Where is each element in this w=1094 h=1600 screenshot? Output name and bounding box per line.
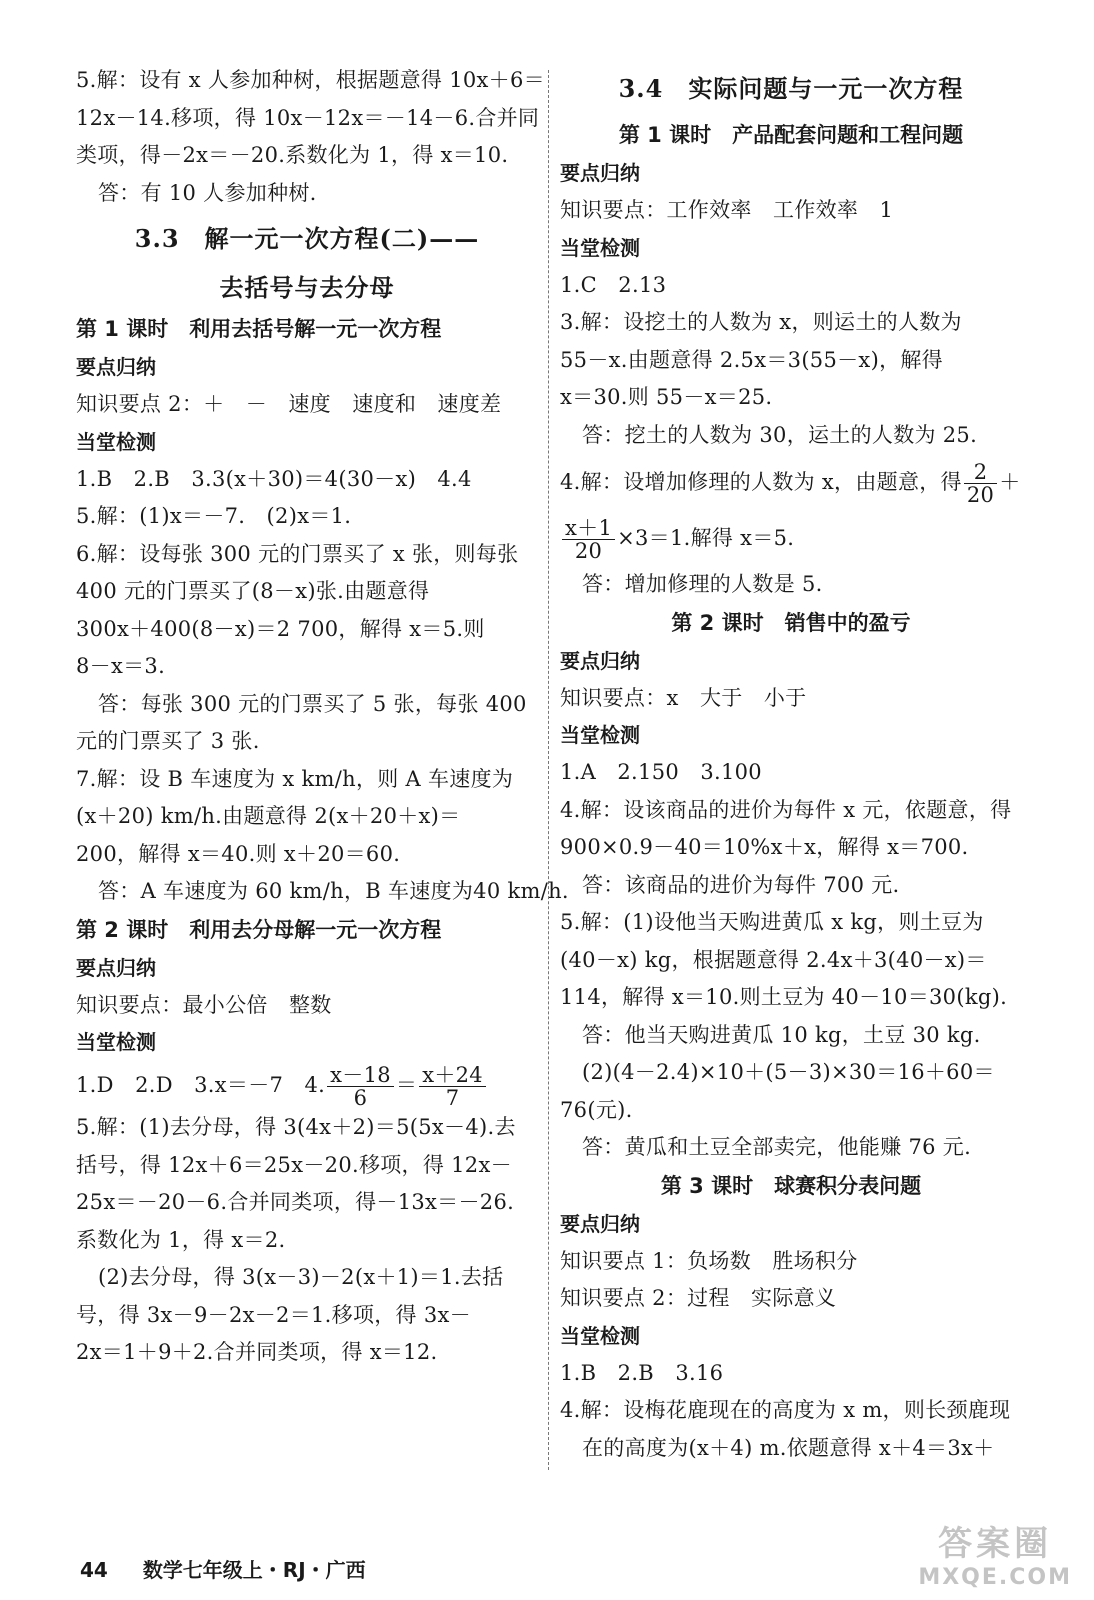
fraction	[327, 1064, 394, 1109]
answer-line: 1.B 2.B 3.16	[560, 1360, 724, 1385]
answer-line: 答：增加修理的人数是 5.	[582, 572, 823, 596]
answer-line-fraction	[76, 1061, 538, 1109]
answer-line: 114，解得 x＝10.则土豆为 40－10＝30(kg).	[560, 985, 1008, 1009]
check-heading: 当堂检测	[76, 429, 156, 454]
answer-line: 答：每张 300 元的门票买了 5 张，每张 400	[98, 691, 527, 716]
fraction-numerator: 2	[964, 461, 997, 484]
answer-line: 系数化为 1，得 x＝2.	[76, 1227, 286, 1252]
answer-line: 括号，得 12x＋6＝25x－20.移项，得 12x－	[76, 1152, 512, 1177]
answer-line: 答：黄瓜和土豆全部卖完，他能赚 76 元.	[582, 1135, 972, 1159]
answer-line: 400 元的门票买了(8－x)张.由题意得	[76, 579, 430, 603]
key-points-heading: 要点归纳	[76, 955, 156, 980]
key-points-heading: 要点归纳	[560, 161, 640, 185]
answer-line-fraction	[560, 510, 1022, 566]
answer-line: 在的高度为(x＋4) m.依题意得 x＋4＝3x＋	[582, 1435, 995, 1460]
answer-line: 300x＋400(8－x)＝2 700，解得 x＝5.则	[76, 616, 485, 641]
check-heading: 当堂检测	[560, 1323, 640, 1348]
answer-line: 4.解：设梅花鹿现在的高度为 x m，则长颈鹿现	[560, 1398, 1011, 1422]
lesson-2-title: 第 2 课时 销售中的盈亏	[671, 610, 911, 635]
section-3-4-title: 3.4 实际问题与一元一次方程	[618, 74, 964, 103]
key-points-heading: 要点归纳	[560, 648, 640, 673]
q5-line-3: 类项，得－2x＝－20.系数化为 1，得 x＝10.	[76, 143, 509, 167]
answer-prefix: 4.解：设增加修理的人数为 x，由题意，得	[560, 470, 962, 494]
answer-line: 900×0.9－40＝10%x＋x，解得 x＝700.	[560, 835, 969, 859]
watermark-mark: 答案圈	[938, 1524, 1053, 1564]
fraction-denominator: 6	[353, 1086, 368, 1110]
fraction-numerator: x＋24	[419, 1064, 486, 1087]
answer-line-fraction	[560, 454, 1022, 510]
answer-line: 5.解：(1)去分母，得 3(4x＋2)＝5(5x－4).去	[76, 1115, 516, 1140]
fraction-denominator: 20	[574, 539, 603, 563]
q5-line-1: 5.解：设有 x 人参加种树，根据题意得 10x＋6＝	[76, 68, 545, 92]
plus-sign: ＋	[999, 470, 1021, 494]
fraction-numerator: x－18	[327, 1064, 394, 1087]
answer-line: 元的门票买了 3 张.	[76, 729, 260, 753]
book-title: 数学七年级上・RJ・广西	[142, 1558, 366, 1582]
key-points-text: 知识要点 2：＋ － 速度 速度和 速度差	[76, 392, 502, 416]
answer-line: 答：A 车速度为 60 km/h，B 车速度为40 km/h.	[98, 879, 569, 903]
answer-line: (2)(4－2.4)×10＋(5－3)×30＝16＋60＝	[582, 1060, 995, 1084]
lesson-2-title: 第 2 课时 利用去分母解一元一次方程	[76, 917, 442, 942]
right-column	[560, 62, 1022, 1467]
answer-line: 8－x＝3.	[76, 654, 166, 678]
section-3-3-subtitle: 去括号与去分母	[219, 273, 395, 302]
key-points-heading: 要点归纳	[560, 1211, 640, 1236]
answer-line: 7.解：设 B 车速度为 x km/h，则 A 车速度为	[76, 766, 514, 791]
fraction-denominator: 7	[445, 1086, 460, 1110]
answer-line: 3.解：设挖土的人数为 x，则运土的人数为	[560, 310, 962, 334]
key-points-text: 知识要点 1：负场数 胜场积分	[560, 1248, 858, 1273]
check-heading: 当堂检测	[560, 723, 640, 747]
answer-line: 25x＝－20－6.合并同类项，得－13x＝－26.	[76, 1190, 515, 1215]
answer-line: 5.解：(1)设他当天购进黄瓜 x kg，则土豆为	[560, 910, 984, 934]
answer-line: 答：挖土的人数为 30，运土的人数为 25.	[582, 422, 978, 447]
answer-line: 2x＝1＋9＋2.合并同类项，得 x＝12.	[76, 1340, 438, 1365]
answer-line: 76(元).	[560, 1097, 633, 1122]
equals-sign: ＝	[395, 1073, 418, 1097]
q5-line-2: 12x－14.移项，得 10x－12x＝－14－6.合并同	[76, 105, 540, 130]
section-3-3-title: 3.3 解一元一次方程(二)——	[134, 224, 480, 253]
fraction	[964, 461, 997, 506]
key-points-text: 知识要点：工作效率 工作效率 1	[560, 198, 894, 222]
left-column	[76, 62, 569, 1372]
lesson-1-title: 第 1 课时 产品配套问题和工程问题	[618, 123, 964, 147]
answer-line: 1.C 2.13	[560, 272, 667, 297]
key-points-text: 知识要点：最小公倍 整数	[76, 992, 332, 1017]
fraction-numerator: x＋1	[562, 517, 615, 540]
answer-prefix: 1.D 2.D 3.x＝－7 4.	[76, 1073, 326, 1097]
key-points-heading: 要点归纳	[76, 355, 156, 379]
answer-line: x＝30.则 55－x＝25.	[560, 385, 773, 409]
answer-line: 55－x.由题意得 2.5x＝3(55－x)，解得	[560, 347, 943, 372]
watermark-logo	[918, 1516, 1072, 1590]
lesson-3-title: 第 3 课时 球赛积分表问题	[660, 1173, 922, 1198]
fraction-denominator: 20	[966, 483, 995, 507]
answer-suffix: ×3＝1.解得 x＝5.	[617, 526, 795, 550]
answer-line: 号，得 3x－9－2x－2＝1.移项，得 3x－	[76, 1302, 471, 1327]
page-number: 44	[80, 1558, 108, 1582]
lesson-1-title: 第 1 课时 利用去括号解一元一次方程	[76, 317, 442, 341]
fraction	[562, 517, 615, 562]
answer-line: 4.解：设该商品的进价为每件 x 元，依题意，得	[560, 797, 1012, 822]
watermark-site: MXQE.COM	[918, 1565, 1072, 1590]
answer-line: (2)去分母，得 3(x－3)－2(x＋1)＝1.去括	[98, 1265, 504, 1290]
answer-line: 6.解：设每张 300 元的门票买了 x 张，则每张	[76, 541, 519, 566]
check-heading: 当堂检测	[76, 1030, 156, 1054]
answer-line: (40－x) kg，根据题意得 2.4x＋3(40－x)＝	[560, 947, 987, 972]
answer-line: 1.B 2.B 3.3(x＋30)＝4(30－x) 4.4	[76, 466, 472, 491]
answer-line: 答：该商品的进价为每件 700 元.	[582, 872, 900, 897]
answer-line: 1.A 2.150 3.100	[560, 760, 762, 784]
q5-answer: 答：有 10 人参加种树.	[98, 180, 317, 205]
column-divider	[548, 70, 549, 1470]
key-points-text: 知识要点 2：过程 实际意义	[560, 1286, 837, 1310]
answer-line: (x＋20) km/h.由题意得 2(x＋20＋x)＝	[76, 804, 461, 828]
page-footer	[80, 1554, 366, 1583]
answer-line: 5.解：(1)x＝－7. (2)x＝1.	[76, 504, 352, 528]
answer-line: 200，解得 x＝40.则 x＋20＝60.	[76, 841, 401, 866]
check-heading: 当堂检测	[560, 235, 640, 260]
answer-line: 答：他当天购进黄瓜 10 kg，土豆 30 kg.	[582, 1022, 981, 1047]
key-points-text: 知识要点：x 大于 小于	[560, 685, 807, 710]
fraction	[419, 1064, 486, 1109]
